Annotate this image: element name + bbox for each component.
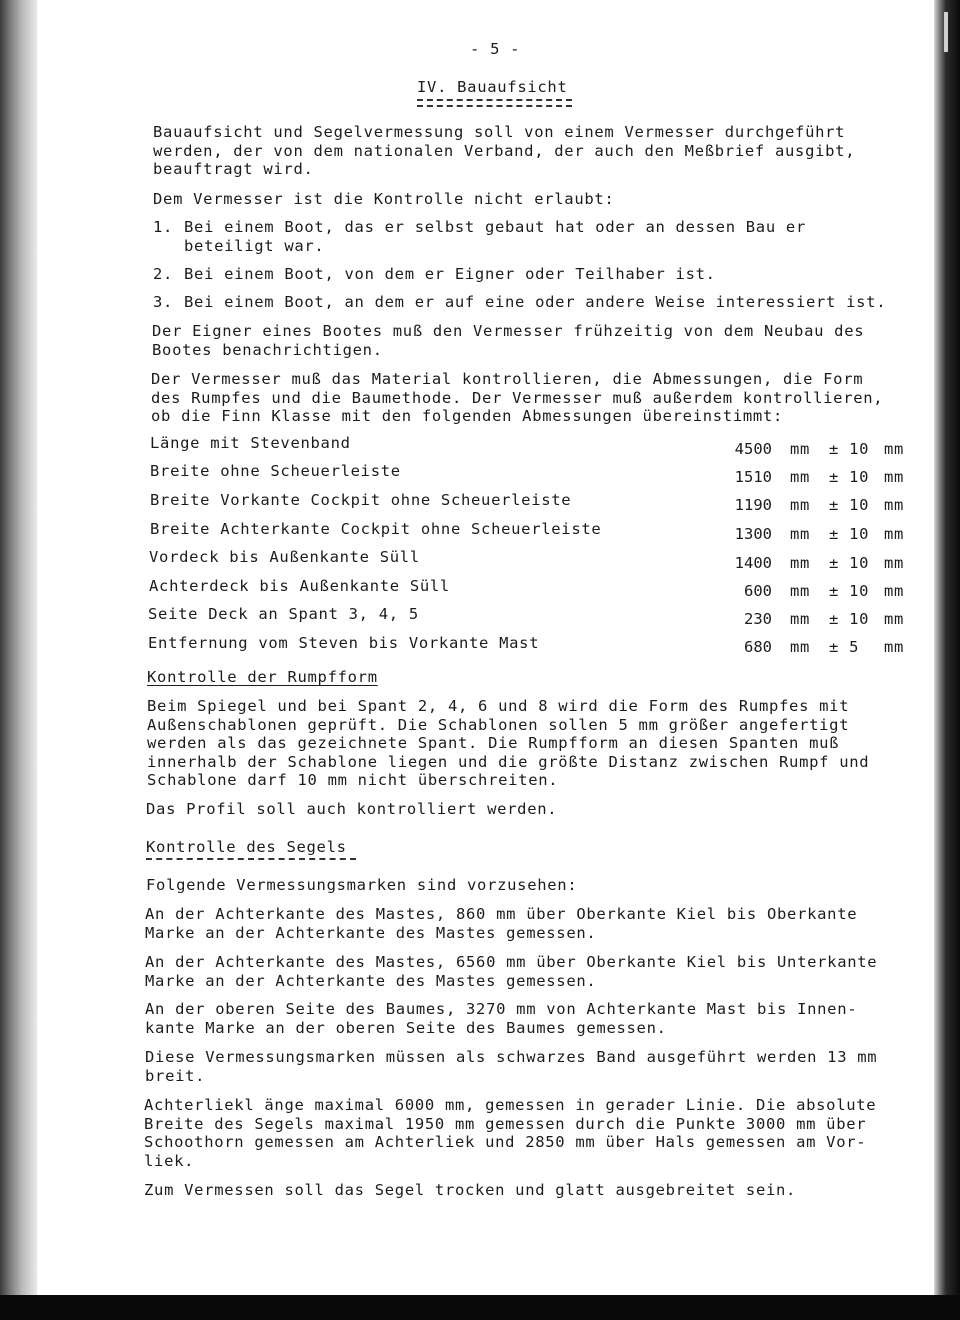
condition-item: Bei einem Boot, an dem er auf eine oder andere Weise interessiert ist. [184,293,887,311]
hull-line: innerhalb der Schablone liegen und die größte Distanz zwischen Rumpf und [147,752,870,771]
intro-line: werden, der von dem nationalen Verband, der auch den Meßbrief ausgibt, [153,141,856,160]
mark-line: kante Marke an der oberen Seite des Baumes gemessen. [145,1018,667,1037]
mark-line: breit. [145,1066,206,1085]
mark-line: An der Achterkante des Mastes, 6560 mm über Oberkante Kiel bis Unterkante [145,953,878,971]
dimension-unit: mm [790,525,811,543]
dimension-unit: mm [790,496,811,514]
tolerance-unit: mm [884,525,905,543]
dimension-value: 1190 [734,496,772,514]
scan-right-edge [934,0,960,1295]
dimension-unit: mm [790,554,811,572]
dimension-tolerance: ± 10 [829,582,870,600]
dimension-value: 1300 [734,525,772,543]
mark-paragraph [145,905,857,942]
mark-line: Marke an der Achterkante des Mastes gemessen. [145,923,597,942]
dimension-tolerance: ± 10 [829,525,870,543]
tolerance-unit: mm [884,440,905,458]
tolerance-unit: mm [884,496,905,514]
tolerance-unit: mm [884,468,905,486]
dimension-value: 600 [744,582,772,600]
dimension-value: 230 [744,610,772,628]
intro-line: beauftragt wird. [153,160,314,178]
dimension-tolerance: ± 10 [829,468,870,486]
mark-paragraph [145,1000,857,1037]
profile-line: Das Profil soll auch kontrolliert werden. [146,800,558,818]
intro-line: Bauaufsicht und Segelvermessung soll von einem Vermesser durchgeführt [153,123,846,141]
dimension-tolerance: ± 10 [829,610,870,628]
dimension-tolerance: ± 5 [829,638,860,656]
condition-item: Bei einem Boot, von dem er Eigner oder Teilhaber ist. [184,265,716,283]
section-title: IV. Bauaufsicht [417,78,568,96]
scan-left-shadow [0,0,38,1295]
material-line: Der Vermesser muß das Material kontrollieren, die Abmessungen, die Form [151,370,864,388]
tolerance-unit: mm [884,610,905,628]
mark-line: Diese Vermessungsmarken müssen als schwarzes Band ausgeführt werden 13 mm [145,1048,878,1066]
dimension-value: 1510 [734,468,772,486]
dimension-unit: mm [790,468,811,486]
tolerance-unit: mm [884,582,905,600]
mark-line: Marke an der Achterkante des Mastes gemessen. [145,971,597,990]
hull-paragraph [147,697,869,790]
owner-line: Bootes benachrichtigen. [152,340,383,359]
dimension-label: Achterdeck bis Außenkante Süll [149,577,450,595]
condition-number: 1. [153,218,174,236]
page-number: - 5 - [470,40,521,58]
dimension-label: Vordeck bis Außenkante Süll [149,548,420,566]
dimension-unit: mm [790,440,811,458]
tolerance-unit: mm [884,554,905,572]
dimension-value: 680 [744,638,772,656]
dimension-tolerance: ± 10 [829,440,870,458]
dimension-unit: mm [790,610,811,628]
mark-line: An der oberen Seite des Baumes, 3270 mm von Achterkante Mast bis Innen- [145,1000,858,1018]
dimension-value: 4500 [734,440,772,458]
mark-line: Schoothorn gemessen am Achterliek und 2850 mm über Hals gemessen am Vor- [144,1133,867,1151]
material-line: ob die Finn Klasse mit den folgenden Abmessungen übereinstimmt: [151,407,784,425]
mark-paragraph [144,1096,876,1170]
condition-number: 2. [153,265,174,283]
mark-line: Achterliekl änge maximal 6000 mm, gemessen in gerader Linie. Die absolute [144,1096,877,1114]
dimension-label: Breite ohne Scheuerleiste [150,462,401,480]
dimension-tolerance: ± 10 [829,496,870,514]
dimension-label: Breite Vorkante Cockpit ohne Scheuerleiste [150,491,572,509]
owner-line: Der Eigner eines Bootes muß den Vermesser frühzeitig von dem Neubau des [152,322,865,340]
hull-line: Außenschablonen geprüft. Die Schablonen sollen 5 mm größer angefertigt [147,715,850,734]
material-line: des Rumpfes und die Baumethode. Der Vermesser muß außerdem kontrollieren, [151,388,884,407]
dimension-label: Entfernung vom Steven bis Vorkante Mast [148,634,540,652]
not-allowed-line: Dem Vermesser ist die Kontrolle nicht erlaubt: [153,190,615,208]
mark-line: liek. [144,1151,195,1170]
scan-right-mark [944,12,948,52]
sail-heading-underline [146,858,356,860]
dimension-tolerance: ± 10 [829,554,870,572]
owner-paragraph [152,322,864,359]
dimension-unit: mm [790,582,811,600]
marks-intro: Folgende Vermessungsmarken sind vorzusehen: [146,876,578,894]
final-line: Zum Vermessen soll das Segel trocken und glatt ausgebreitet sein. [144,1181,797,1199]
condition-line: Bei einem Boot, das er selbst gebaut hat oder an dessen Bau er [184,218,806,236]
dimension-label: Breite Achterkante Cockpit ohne Scheuerleiste [150,520,602,538]
tolerance-unit: mm [884,638,905,656]
condition-item [184,218,806,255]
dimension-value: 1400 [734,554,772,572]
hull-line: Beim Spiegel und bei Spant 2, 4, 6 und 8 wird die Form des Rumpfes mit [147,697,850,715]
mark-paragraph [145,953,877,990]
material-paragraph [151,370,883,426]
mark-line: Breite des Segels maximal 1950 mm gemessen durch die Punkte 3000 mm über [144,1114,867,1133]
condition-number: 3. [153,293,174,311]
intro-paragraph [153,123,855,179]
dimension-unit: mm [790,638,811,656]
sail-heading: Kontrolle des Segels [146,838,347,856]
title-double-underline [417,99,572,107]
scan-bottom-edge [0,1295,960,1320]
hull-line: werden als das gezeichnete Spant. Die Rumpfform an diesen Spanten muß [147,734,840,752]
hull-heading: Kontrolle der Rumpfform [147,668,378,686]
dimension-label: Seite Deck an Spant 3, 4, 5 [148,605,419,623]
dimension-label: Länge mit Stevenband [150,434,351,452]
mark-line: An der Achterkante des Mastes, 860 mm über Oberkante Kiel bis Oberkante [145,905,858,923]
mark-paragraph [145,1048,877,1085]
condition-line: beteiligt war. [184,236,325,255]
hull-line: Schablone darf 10 mm nicht überschreiten. [147,771,559,789]
